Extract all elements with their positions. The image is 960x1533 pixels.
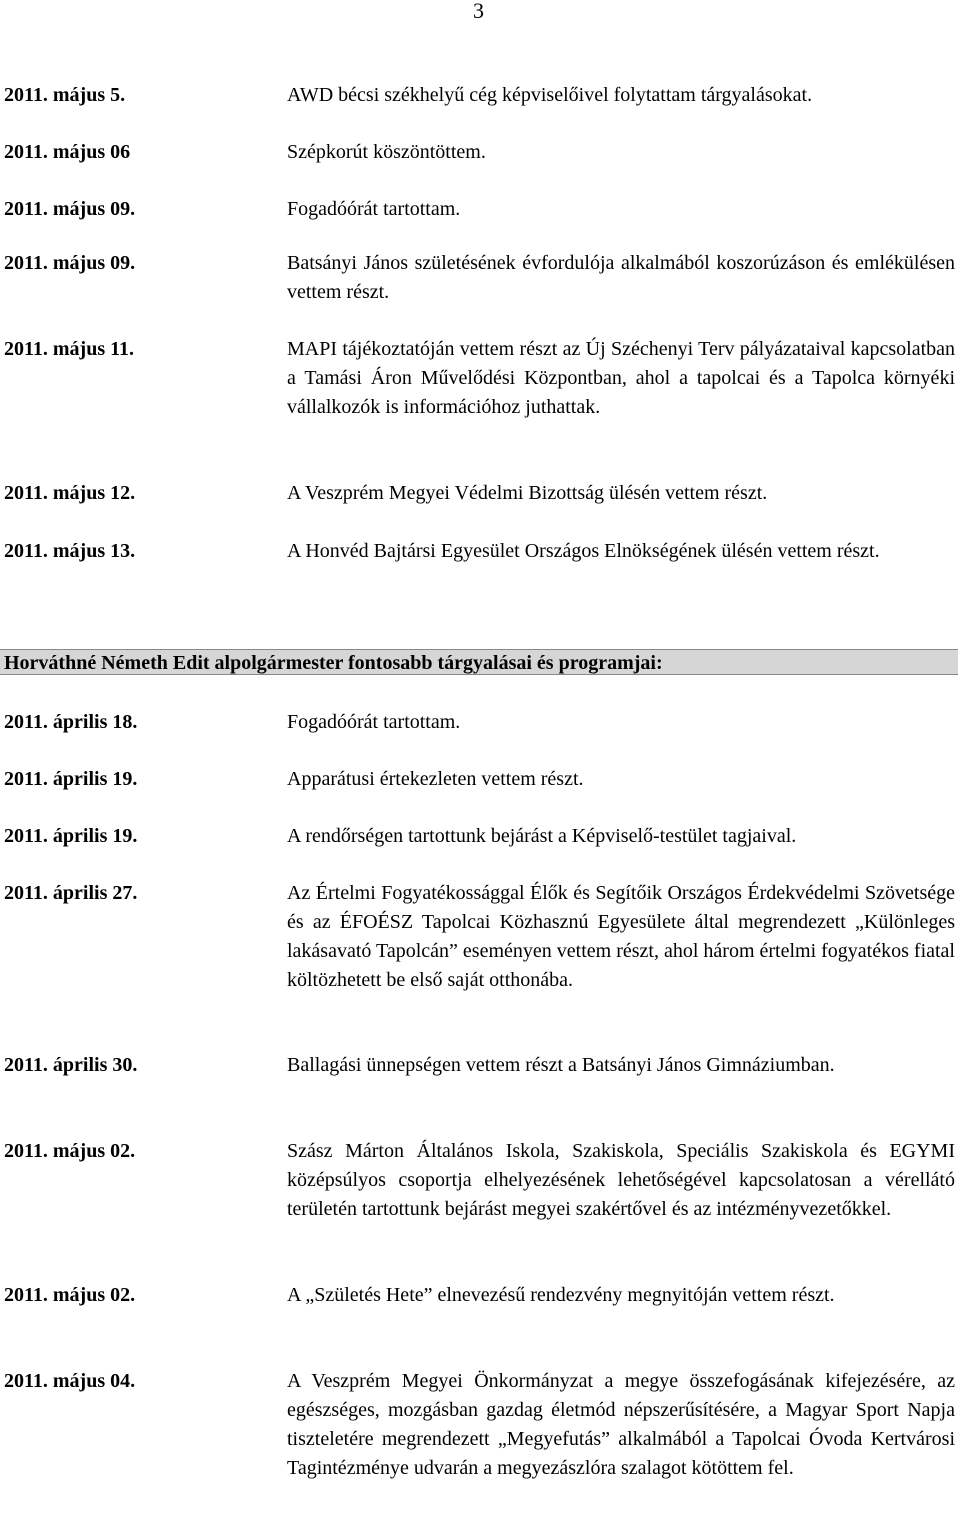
- page-number: 3: [473, 0, 484, 23]
- entry-date: 2011. április 18.: [4, 711, 138, 733]
- entry-text: A Veszprém Megyei Önkormányzat a megye összefogásának kifejezésére, az egészséges, mozgásban gazdag életmód népszerűsítésére, a Magyar Sport Napja tiszteletére megrendezett „Megyefutás” alkalmából a Tapolcai Óvoda Kertvárosi Tagintézménye udvarán a megyezászlóra szalagot kötöttem fel.: [287, 1370, 955, 1479]
- entry-date: 2011. május 09.: [4, 198, 136, 220]
- entry-date: 2011. május 02.: [4, 1284, 136, 1306]
- entry-text: Ballagási ünnepségen vettem részt a Batsányi János Gimnáziumban.: [287, 1054, 835, 1076]
- section-heading: Horváthné Németh Edit alpolgármester fontosabb tárgyalásai és programjai:: [0, 649, 958, 675]
- entry-text: Az Értelmi Fogyatékossággal Élők és Segítőik Országos Érdekvédelmi Szövetsége és az ÉFOÉSZ Tapolcai Közhasznú Egyesülete által megrendezett „Különleges lakásavató Tapolcán” eseményen vettem részt, ahol három értelmi fogyatékos fiatal költözhetett be első saját otthonába.: [287, 882, 955, 991]
- entry-text: AWD bécsi székhelyű cég képviselőivel folytattam tárgyalásokat.: [287, 84, 813, 106]
- entry-text: A Honvéd Bajtársi Egyesület Országos Elnökségének ülésén vettem részt.: [287, 540, 880, 562]
- entry-date: 2011. május 13.: [4, 540, 136, 562]
- entry-date: 2011. április 19.: [4, 825, 138, 847]
- entry-text: MAPI tájékoztatóján vettem részt az Új Széchenyi Terv pályázataival kapcsolatban a Tamási Áron Művelődési Központban, ahol a tapolcai és a Tapolca környéki vállalkozók is információhoz juthattak.: [287, 338, 955, 418]
- entry-text: Batsányi János születésének évfordulója alkalmából koszorúzáson és emlékülésen vettem részt.: [287, 252, 955, 303]
- entry-text: Szász Márton Általános Iskola, Szakiskola, Speciális Szakiskola és EGYMI középsúlyos csoportja elhelyezésének lehetőségével kapcsolatosan a vérellátó területén tartottunk bejárást megyei szakértővel és az intézményvezetőkkel.: [287, 1140, 955, 1220]
- entry-date: 2011. május 06: [4, 141, 131, 163]
- entry-date: 2011. május 12.: [4, 482, 136, 504]
- entry-text: Fogadóórát tartottam.: [287, 711, 461, 733]
- entry-date: 2011. április 27.: [4, 882, 138, 904]
- entry-text: A rendőrségen tartottunk bejárást a Képviselő-testület tagjaival.: [287, 825, 797, 847]
- entry-date: 2011. május 02.: [4, 1140, 136, 1162]
- entry-text: A „Születés Hete” elnevezésű rendezvény megnyitóján vettem részt.: [287, 1284, 835, 1306]
- entry-text: Szépkorút köszöntöttem.: [287, 141, 486, 163]
- entry-date: 2011. május 09.: [4, 252, 136, 274]
- entry-date: 2011. május 5.: [4, 84, 126, 106]
- entry-text: Fogadóórát tartottam.: [287, 198, 461, 220]
- entry-text: Apparátusi értekezleten vettem részt.: [287, 768, 584, 790]
- entry-date: 2011. április 30.: [4, 1054, 138, 1076]
- entry-date: 2011. április 19.: [4, 768, 138, 790]
- entry-date: 2011. május 04.: [4, 1370, 136, 1392]
- entry-text: A Veszprém Megyei Védelmi Bizottság ülésén vettem részt.: [287, 482, 768, 504]
- entry-date: 2011. május 11.: [4, 338, 135, 360]
